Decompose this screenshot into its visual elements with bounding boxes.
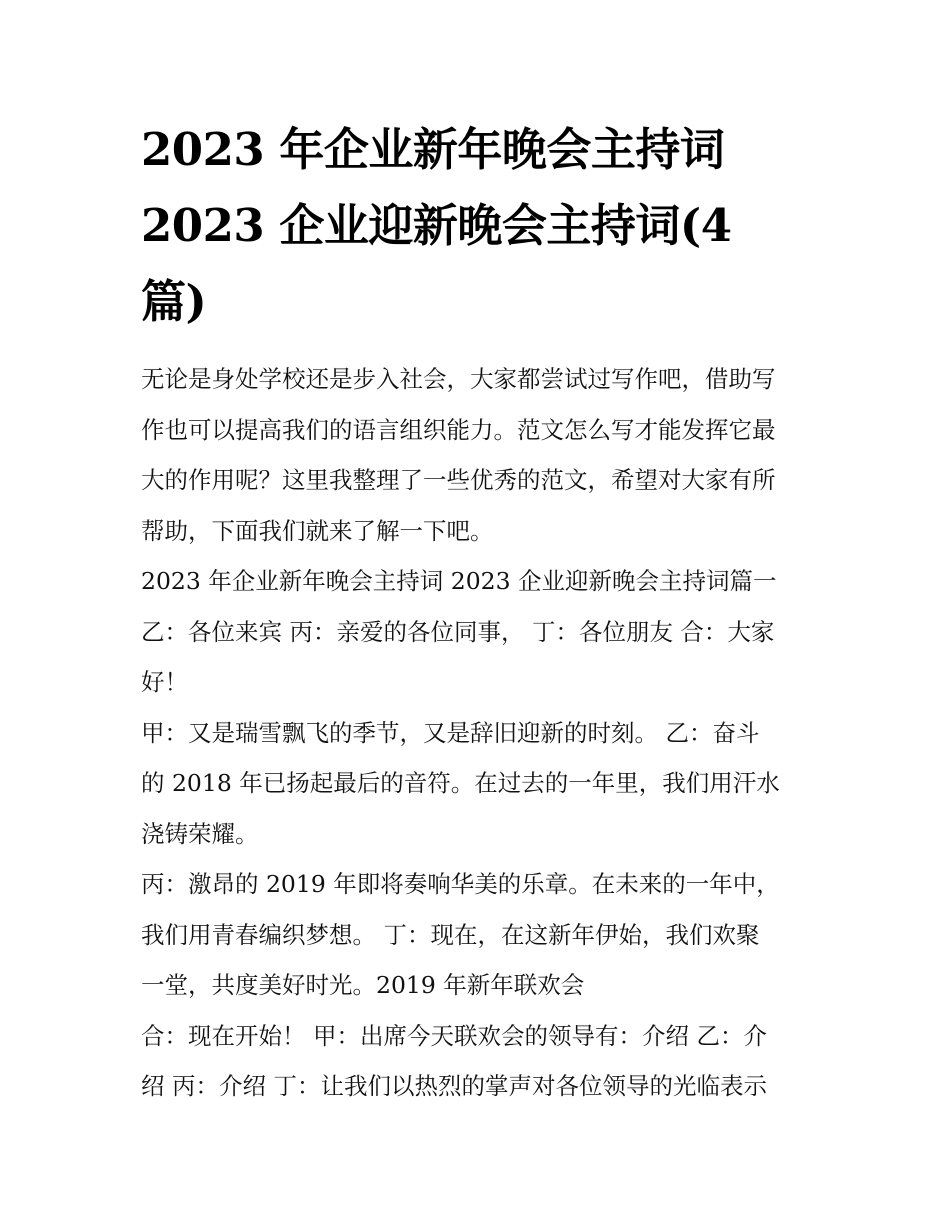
text-line: 甲：又是瑞雪飘飞的季节，又是辞旧迎新的时刻。 乙：奋斗 xyxy=(141,718,760,747)
script-paragraph xyxy=(141,708,821,860)
text-line: 一堂，共度美好时光。2019 年新年联欢会 xyxy=(141,971,585,999)
script-paragraph xyxy=(141,1011,821,1112)
text-line: 乙：各位来宾 丙：亲爱的各位同事， 丁：各位朋友 合：大家 xyxy=(141,617,775,646)
text-line: 作也可以提高我们的语言组织能力。范文怎么写才能发挥它最 xyxy=(141,415,776,444)
script-paragraph xyxy=(141,607,821,708)
text-line: 丙：激昂的 2019 年即将奏响华美的乐章。在未来的一年中， xyxy=(141,870,780,898)
script-paragraph xyxy=(141,859,821,1011)
text-line: 我们用青春编织梦想。 丁：现在，在这新年伊始，我们欢聚 xyxy=(141,920,760,949)
section-heading xyxy=(141,556,821,607)
text-line: 的 2018 年已扬起最后的音符。在过去的一年里，我们用汗水 xyxy=(141,769,780,797)
document-title xyxy=(141,112,821,340)
text-line: 合：现在开始！ 甲：出席今天联欢会的领导有：介绍 乙：介 xyxy=(141,1021,767,1050)
text-line: 绍 丙：介绍 丁：让我们以热烈的掌声对各位领导的光临表示 xyxy=(141,1072,767,1100)
text-line: 浇铸荣耀。 xyxy=(141,819,259,848)
title-line-1: 2023 年企业新年晚会主持词 xyxy=(141,123,725,176)
intro-paragraph xyxy=(141,354,821,556)
document-body xyxy=(141,354,821,1112)
text-line: 好！ xyxy=(141,668,188,696)
document-content xyxy=(141,112,821,1112)
title-line-3: 篇) xyxy=(141,275,207,328)
text-line: 大的作用呢？这里我整理了一些优秀的范文，希望对大家有所 xyxy=(141,466,776,494)
text-line: 无论是身处学校还是步入社会，大家都尝试过写作吧，借助写 xyxy=(141,365,776,393)
title-line-2: 2023 企业迎新晚会主持词(4 xyxy=(141,199,732,252)
text-line: 帮助，下面我们就来了解一下吧。 xyxy=(141,516,494,545)
text-line: 2023 年企业新年晚会主持词 2023 企业迎新晚会主持词篇一 xyxy=(141,567,777,595)
